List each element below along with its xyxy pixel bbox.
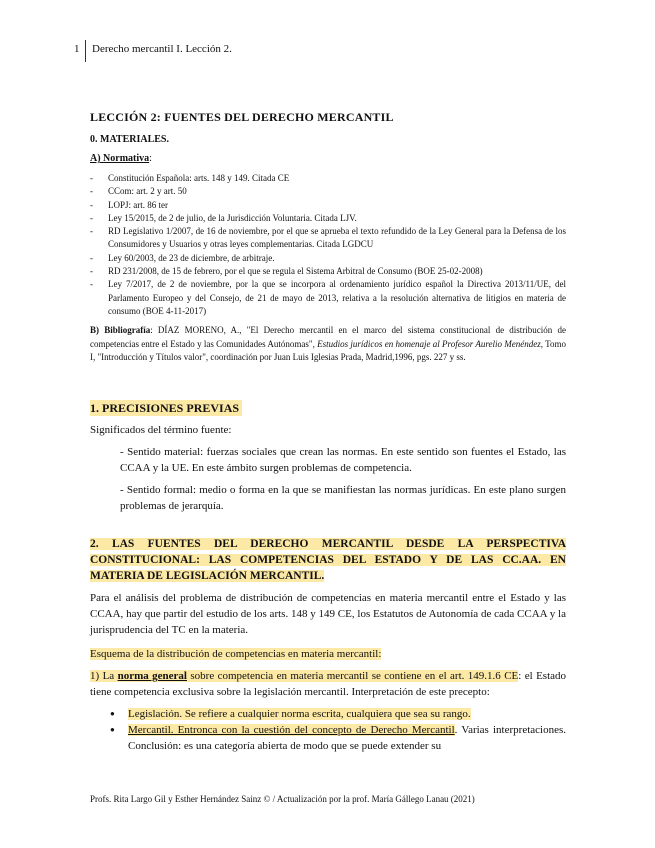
section1-intro: Significados del término fuente:: [90, 424, 232, 437]
biblio-italic: Estudios jurídicos en homenaje al Profesor Aurelio Menéndez: [317, 338, 541, 349]
list-item: [90, 706, 566, 722]
materiales-heading: 0. MATERIALES.: [90, 134, 169, 145]
header-title: Derecho mercantil I. Lección 2.: [92, 43, 232, 55]
list-item: - RD Legislativo 1/2007, de 16 de noviembre, por el que se aprueba el texto refundido de la Ley General para la Defensa de los Consumidores y Usuarios y otras leyes complementarias. Citada LGDCU: [90, 225, 566, 252]
page-header: [0, 40, 655, 64]
page-footer: Profs. Rita Largo Gil y Esther Hernández Sainz © / Actualización por la prof. María Gállego Lanau (2021): [90, 794, 475, 804]
bullet-legislacion: Legislación. Se refiere a cualquier norma escrita, cualquiera que sea su rango.: [128, 708, 471, 721]
section2-paragraph: Para el análisis del problema de distribución de competencias en materia mercantil entre el Estado y las CCAA, hay que partir del estudio de los arts. 148 y 149 CE, los Estatutos de Autonomía de cada CCAA y la jurisprudencia del TC en la materia.: [90, 592, 566, 637]
section2-heading: [90, 536, 566, 584]
section1-heading: [90, 400, 566, 416]
rule-rest: : el Estado tiene competencia exclusiva sobre la legislación mercantil. Interpretación de este precepto:: [90, 670, 567, 699]
section1-sentido-formal: - Sentido formal: medio o forma en la que se manifiestan las normas jurídicas. En este plano surgen problemas de jerarquía.: [120, 484, 566, 513]
rule-bold: norma general: [117, 670, 187, 683]
norma-general-paragraph: [90, 668, 566, 700]
esquema-text: Esquema de la distribución de competencias en materia mercantil:: [90, 648, 382, 661]
lesson-title: LECCIÓN 2: FUENTES DEL DERECHO MERCANTIL: [90, 110, 394, 124]
list-item: - CCom: art. 2 y art. 50: [90, 185, 566, 198]
page-number: 1: [74, 43, 80, 55]
list-item: - Ley 60/2003, de 23 de diciembre, de arbitraje.: [90, 252, 566, 265]
list-item: - LOPJ: art. 86 ter: [90, 199, 566, 212]
normativa-label: A) Normativa: [90, 153, 150, 164]
list-item: - Constitución Española: arts. 148 y 149. Citada CE: [90, 172, 566, 185]
bibliografia: [90, 324, 566, 364]
normativa-heading: [90, 153, 566, 164]
section1-sentido-material: - Sentido material: fuerzas sociales que crean las normas. En este sentido son fuentes el Estado, las CCAA y la UE. En este ámbito surgen problemas de competencia.: [120, 446, 566, 475]
list-item: [90, 722, 566, 754]
normativa-suffix: :: [149, 153, 152, 164]
rule-highlight: sobre competencia en materia mercantil se contiene en el art. 149.1.6 CE: [186, 670, 519, 683]
document-body: [90, 110, 566, 754]
bullet-mercantil: Mercantil. Entronca con la cuestión del concepto de Derecho Mercantil: [128, 724, 455, 737]
section1-heading-text: 1. PRECISIONES PREVIAS: [90, 400, 242, 416]
list-item: - Ley 7/2017, de 2 de noviembre, por la que se incorpora al ordenamiento jurídico español la Directiva 2013/11/UE, del Parlamento Europeo y del Consejo, de 21 de mayo de 2013, relativa a la resolución alternativa de litigios en materia de consumo (BOE 4-11-2017): [90, 278, 566, 318]
list-item: - RD 231/2008, de 15 de febrero, por el que se regula el Sistema Arbitral de Consumo (BOE 25-02-2008): [90, 265, 566, 278]
esquema-line: [90, 646, 566, 662]
header-divider: [85, 40, 86, 62]
biblio-label: B) Bibliografía: [90, 325, 151, 336]
biblio-text-1: : DÍAZ MORENO, A., "El Derecho mercantil en el marco del sistema constitucional de distribución de competencias entre el Estado y las Comunidades Autónomas",: [90, 325, 566, 349]
bullet-mercantil-rest: . Varias interpretaciones. Conclusión: es una categoría abierta de modo que se puede extender su: [128, 724, 566, 753]
rule-number: 1) La: [90, 670, 118, 683]
interpretation-list: [90, 706, 566, 754]
section2-heading-text: 2. LAS FUENTES DEL DERECHO MERCANTIL DESDE LA PERSPECTIVA CONSTITUCIONAL: LAS COMPETENCIAS DEL ESTADO Y DE LAS CC.AA. EN MATERIA DE LEGISLACIÓN MERCANTIL.: [90, 538, 566, 583]
normativa-list: [90, 172, 566, 318]
biblio-text-2: , Tomo I, "Introducción y Títulos valor", coordinación por Juan Luis Iglesias Prada, Madrid,1996, pgs. 227 y ss.: [90, 338, 567, 362]
list-item: - Ley 15/2015, de 2 de julio, de la Jurisdicción Voluntaria. Citada LJV.: [90, 212, 566, 225]
